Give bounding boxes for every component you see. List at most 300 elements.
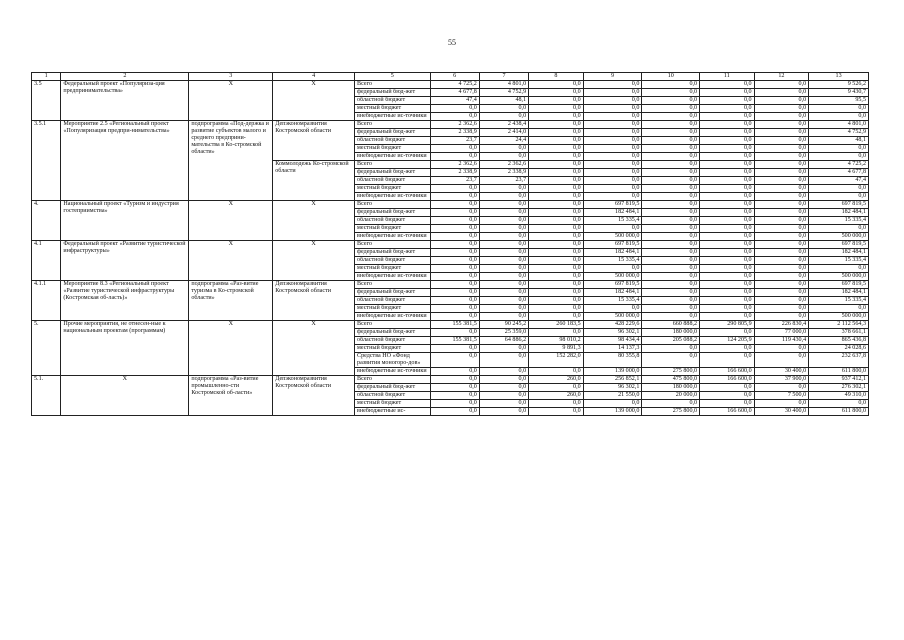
value-cell: 0,0 (583, 121, 642, 129)
value-cell: 0,0 (809, 185, 869, 193)
value-cell: 0,0 (529, 121, 584, 129)
value-cell: 7 500,0 (754, 392, 809, 400)
value-cell: 0,0 (642, 289, 700, 297)
value-cell: 0,0 (700, 153, 755, 161)
measure-name: Мероприятие 2.5 «Региональный проект «Популяризация предпри-нимательства» (61, 121, 189, 201)
funding-source: областной бюджет (355, 177, 431, 185)
value-cell: 0,0 (529, 201, 584, 209)
value-cell: 0,0 (430, 105, 479, 113)
page-number: 55 (448, 38, 456, 47)
value-cell: 0,0 (479, 209, 528, 217)
subprogram: подпрограмма «Раз-витие промышленно-сти Костромской об-ласти» (189, 376, 273, 416)
value-cell: 0,0 (642, 89, 700, 97)
value-cell: 182 484,1 (809, 209, 869, 217)
value-cell: 0,0 (754, 137, 809, 145)
value-cell: 96 302,1 (583, 384, 642, 392)
funding-source: внебюджетные ис- (355, 408, 431, 416)
value-cell: 47,4 (430, 97, 479, 105)
value-cell: 0,0 (479, 201, 528, 209)
value-cell: 275 800,0 (642, 408, 700, 416)
value-cell: 0,0 (700, 97, 755, 105)
table-row (32, 81, 869, 89)
measure-name: Прочие мероприятия, не отнесен-ные к национальным проектам (программам) (61, 321, 189, 376)
value-cell: 428 229,6 (583, 321, 642, 329)
funding-source: областной бюджет (355, 257, 431, 265)
value-cell: 0,0 (700, 145, 755, 153)
value-cell: 0,0 (754, 273, 809, 281)
value-cell: 124 205,9 (700, 337, 755, 345)
value-cell: 0,0 (700, 297, 755, 305)
value-cell: 0,0 (700, 257, 755, 265)
value-cell: 98 010,2 (529, 337, 584, 345)
funding-source: Всего (355, 201, 431, 209)
header-cell: 1 (32, 73, 61, 81)
value-cell: 24,4 (479, 137, 528, 145)
value-cell: 0,0 (430, 345, 479, 353)
value-cell: 0,0 (754, 289, 809, 297)
funding-source: Всего (355, 281, 431, 289)
value-cell: 0,0 (583, 185, 642, 193)
value-cell: 182 484,1 (583, 209, 642, 217)
value-cell: 0,0 (529, 81, 584, 89)
value-cell: 937 412,1 (809, 376, 869, 384)
value-cell: 0,0 (700, 305, 755, 313)
table-row (32, 321, 869, 329)
value-cell: 0,0 (479, 345, 528, 353)
value-cell: 77 000,0 (754, 329, 809, 337)
value-cell: 0,0 (529, 97, 584, 105)
value-cell: 0,0 (642, 193, 700, 201)
value-cell: 500 000,0 (583, 313, 642, 321)
subprogram: подпрограмма «Раз-витие туризма в Ко-стромской области» (189, 281, 273, 321)
value-cell: 0,0 (642, 225, 700, 233)
value-cell: 155 381,5 (430, 321, 479, 329)
funding-source: федеральный бюд-жет (355, 89, 431, 97)
value-cell: 697 819,5 (809, 201, 869, 209)
value-cell: 2 362,6 (430, 161, 479, 169)
value-cell: 290 805,9 (700, 321, 755, 329)
value-cell: 0,0 (529, 400, 584, 408)
value-cell: 0,0 (479, 305, 528, 313)
value-cell: 0,0 (642, 129, 700, 137)
value-cell: 139 000,0 (583, 368, 642, 376)
value-cell: 697 819,5 (809, 241, 869, 249)
value-cell: 0,0 (430, 305, 479, 313)
value-cell: 0,0 (700, 113, 755, 121)
value-cell: 0,0 (700, 121, 755, 129)
measure-name: X (61, 376, 189, 416)
header-cell: 6 (430, 73, 479, 81)
value-cell: 0,0 (479, 233, 528, 241)
value-cell: 0,0 (479, 281, 528, 289)
value-cell: 0,0 (479, 105, 528, 113)
value-cell: 15 335,4 (809, 297, 869, 305)
measure-name: Федеральный проект «Развитие туристической инфраструктуры» (61, 241, 189, 281)
value-cell: 155 381,5 (430, 337, 479, 345)
value-cell: 0,0 (430, 297, 479, 305)
value-cell: 0,0 (430, 400, 479, 408)
value-cell: 0,0 (583, 137, 642, 145)
value-cell: 2 338,9 (430, 169, 479, 177)
value-cell: 0,0 (754, 153, 809, 161)
value-cell: 0,0 (642, 249, 700, 257)
value-cell: 0,0 (754, 169, 809, 177)
value-cell: 0,0 (479, 376, 528, 384)
value-cell: 0,0 (642, 353, 700, 368)
value-cell: 9 430,7 (809, 89, 869, 97)
measure-name: Федеральный проект «Популяриза-ция предпринимательства» (61, 81, 189, 121)
value-cell: 0,0 (430, 281, 479, 289)
value-cell: 0,0 (529, 161, 584, 169)
value-cell: 4 677,8 (809, 169, 869, 177)
value-cell: 0,0 (754, 257, 809, 265)
value-cell: 0,0 (583, 193, 642, 201)
funding-source: внебюджетные ис-точники (355, 113, 431, 121)
value-cell: 47,4 (809, 177, 869, 185)
value-cell: 205 088,2 (642, 337, 700, 345)
funding-source: Всего (355, 321, 431, 329)
value-cell: 0,0 (529, 305, 584, 313)
funding-source: федеральный бюд-жет (355, 289, 431, 297)
value-cell: 15 335,4 (809, 217, 869, 225)
value-cell: 0,0 (430, 265, 479, 273)
funding-source: местный бюджет (355, 145, 431, 153)
value-cell: 0,0 (642, 169, 700, 177)
header-cell: 13 (809, 73, 869, 81)
value-cell: 0,0 (529, 129, 584, 137)
value-cell: 80 355,8 (583, 353, 642, 368)
value-cell: 4 801,0 (809, 121, 869, 129)
value-cell: 0,0 (642, 345, 700, 353)
funding-source: местный бюджет (355, 400, 431, 408)
funding-source: местный бюджет (355, 225, 431, 233)
value-cell: 0,0 (583, 105, 642, 113)
value-cell: 0,0 (479, 313, 528, 321)
value-cell: 0,0 (430, 201, 479, 209)
header-cell: 12 (754, 73, 809, 81)
value-cell: 30 400,0 (754, 368, 809, 376)
value-cell: 0,0 (754, 129, 809, 137)
table-row (32, 201, 869, 209)
funding-source: Средства НО «Фонд развития моногоро-дов» (355, 353, 431, 368)
value-cell: 0,0 (754, 105, 809, 113)
value-cell: 0,0 (700, 217, 755, 225)
value-cell: 0,0 (583, 89, 642, 97)
value-cell: 0,0 (642, 217, 700, 225)
value-cell: 0,0 (700, 209, 755, 217)
value-cell: 0,0 (754, 81, 809, 89)
funding-source: внебюджетные ис-точники (355, 233, 431, 241)
executor: X (273, 241, 355, 281)
value-cell: 0,0 (529, 193, 584, 201)
value-cell: 0,0 (479, 217, 528, 225)
funding-source: внебюджетные ис-точники (355, 193, 431, 201)
header-cell: 7 (479, 73, 528, 81)
value-cell: 0,0 (430, 241, 479, 249)
value-cell: 15 335,4 (583, 217, 642, 225)
value-cell: 2 414,0 (479, 129, 528, 137)
value-cell: 0,0 (529, 297, 584, 305)
table-row (32, 241, 869, 249)
value-cell: 0,0 (583, 225, 642, 233)
value-cell: 0,0 (754, 89, 809, 97)
subprogram: X (189, 201, 273, 241)
value-cell: 0,0 (700, 105, 755, 113)
value-cell: 0,0 (479, 185, 528, 193)
funding-source: внебюджетные ис-точники (355, 313, 431, 321)
value-cell: 0,0 (754, 265, 809, 273)
value-cell: 0,0 (700, 281, 755, 289)
value-cell: 260 183,5 (529, 321, 584, 329)
value-cell: 611 800,0 (809, 408, 869, 416)
value-cell: 152 282,0 (529, 353, 584, 368)
value-cell: 2 112 564,3 (809, 321, 869, 329)
value-cell: 0,0 (529, 153, 584, 161)
row-number: 5. (32, 321, 61, 376)
value-cell: 500 000,0 (809, 233, 869, 241)
funding-source: областной бюджет (355, 97, 431, 105)
value-cell: 0,0 (430, 368, 479, 376)
value-cell: 9 526,2 (809, 81, 869, 89)
funding-source: местный бюджет (355, 185, 431, 193)
header-cell: 9 (583, 73, 642, 81)
value-cell: 0,0 (700, 81, 755, 89)
value-cell: 48,1 (479, 97, 528, 105)
value-cell: 0,0 (479, 408, 528, 416)
header-cell: 3 (189, 73, 273, 81)
value-cell: 2 338,9 (479, 169, 528, 177)
value-cell: 0,0 (642, 209, 700, 217)
funding-table (31, 72, 869, 416)
value-cell: 0,0 (700, 129, 755, 137)
value-cell: 0,0 (754, 185, 809, 193)
value-cell: 0,0 (529, 241, 584, 249)
value-cell: 0,0 (642, 145, 700, 153)
value-cell: 0,0 (642, 305, 700, 313)
value-cell: 275 800,0 (642, 368, 700, 376)
value-cell: 48,1 (809, 137, 869, 145)
value-cell: 4 752,9 (479, 89, 528, 97)
table-row (32, 281, 869, 289)
value-cell: 0,0 (642, 281, 700, 289)
value-cell: 0,0 (529, 257, 584, 265)
value-cell: 15 335,4 (809, 257, 869, 265)
value-cell: 64 886,2 (479, 337, 528, 345)
value-cell: 0,0 (754, 209, 809, 217)
value-cell: 276 302,1 (809, 384, 869, 392)
row-number: 4.1.1 (32, 281, 61, 321)
value-cell: 0,0 (642, 121, 700, 129)
value-cell: 0,0 (809, 193, 869, 201)
value-cell: 15 335,4 (583, 257, 642, 265)
value-cell: 0,0 (700, 345, 755, 353)
value-cell: 0,0 (700, 225, 755, 233)
value-cell: 4 801,0 (479, 81, 528, 89)
value-cell: 0,0 (700, 193, 755, 201)
header-cell: 5 (355, 73, 431, 81)
value-cell: 2 338,9 (430, 129, 479, 137)
value-cell: 0,0 (809, 400, 869, 408)
value-cell: 4 752,9 (809, 129, 869, 137)
value-cell: 0,0 (754, 225, 809, 233)
value-cell: 0,0 (529, 105, 584, 113)
value-cell: 0,0 (583, 145, 642, 153)
value-cell: 0,0 (529, 289, 584, 297)
executor: Депэкономразвития Костромской области (273, 121, 355, 161)
value-cell: 0,0 (529, 113, 584, 121)
value-cell: 166 600,0 (700, 408, 755, 416)
value-cell: 0,0 (754, 121, 809, 129)
value-cell: 0,0 (700, 241, 755, 249)
value-cell: 182 484,1 (809, 289, 869, 297)
value-cell: 0,0 (430, 353, 479, 368)
value-cell: 697 819,5 (583, 281, 642, 289)
value-cell: 0,0 (430, 185, 479, 193)
value-cell: 98 434,4 (583, 337, 642, 345)
value-cell: 0,0 (479, 225, 528, 233)
funding-source: областной бюджет (355, 297, 431, 305)
value-cell: 0,0 (529, 89, 584, 97)
value-cell: 139 000,0 (583, 408, 642, 416)
value-cell: 0,0 (529, 384, 584, 392)
value-cell: 0,0 (583, 97, 642, 105)
value-cell: 660 888,2 (642, 321, 700, 329)
value-cell: 0,0 (642, 297, 700, 305)
value-cell: 500 000,0 (809, 273, 869, 281)
value-cell: 180 000,0 (642, 384, 700, 392)
value-cell: 0,0 (754, 305, 809, 313)
value-cell: 0,0 (642, 153, 700, 161)
header-cell: 2 (61, 73, 189, 81)
funding-source: внебюджетные ис-точники (355, 368, 431, 376)
value-cell: 0,0 (479, 392, 528, 400)
funding-source: внебюджетные ис-точники (355, 153, 431, 161)
value-cell: 0,0 (642, 201, 700, 209)
value-cell: 0,0 (583, 265, 642, 273)
value-cell: 23,7 (479, 177, 528, 185)
row-number: 3.5.1 (32, 121, 61, 201)
value-cell: 2 438,4 (479, 121, 528, 129)
row-number: 5.1. (32, 376, 61, 416)
value-cell: 0,0 (430, 217, 479, 225)
value-cell: 0,0 (583, 153, 642, 161)
value-cell: 0,0 (809, 153, 869, 161)
funding-source: местный бюджет (355, 265, 431, 273)
value-cell: 182 484,1 (583, 249, 642, 257)
value-cell: 0,0 (430, 225, 479, 233)
value-cell: 0,0 (754, 217, 809, 225)
value-cell: 500 000,0 (809, 313, 869, 321)
header-cell: 11 (700, 73, 755, 81)
value-cell: 0,0 (809, 113, 869, 121)
value-cell: 0,0 (642, 81, 700, 89)
value-cell: 0,0 (529, 169, 584, 177)
value-cell: 0,0 (583, 305, 642, 313)
value-cell: 0,0 (642, 97, 700, 105)
value-cell: 0,0 (529, 177, 584, 185)
value-cell: 0,0 (529, 281, 584, 289)
value-cell: 0,0 (700, 400, 755, 408)
funding-source: Всего (355, 161, 431, 169)
value-cell: 0,0 (529, 313, 584, 321)
value-cell: 0,0 (700, 353, 755, 368)
value-cell: 611 800,0 (809, 368, 869, 376)
value-cell: 0,0 (700, 177, 755, 185)
value-cell: 0,0 (583, 400, 642, 408)
value-cell: 0,0 (809, 145, 869, 153)
value-cell: 0,0 (754, 145, 809, 153)
value-cell: 182 484,1 (809, 249, 869, 257)
value-cell: 0,0 (700, 169, 755, 177)
value-cell: 260,0 (529, 392, 584, 400)
funding-source: местный бюджет (355, 105, 431, 113)
executor: Депэкономразвития Костромской области (273, 281, 355, 321)
value-cell: 0,0 (642, 161, 700, 169)
value-cell: 0,0 (809, 225, 869, 233)
value-cell: 0,0 (700, 89, 755, 97)
header-row (32, 73, 869, 81)
value-cell: 0,0 (583, 161, 642, 169)
value-cell: 475 800,0 (642, 376, 700, 384)
value-cell: 0,0 (700, 233, 755, 241)
funding-source: местный бюджет (355, 305, 431, 313)
value-cell: 23,7 (430, 177, 479, 185)
value-cell: 14 137,3 (583, 345, 642, 353)
value-cell: 0,0 (754, 241, 809, 249)
value-cell: 20 000,0 (642, 392, 700, 400)
value-cell: 9 891,3 (529, 345, 584, 353)
value-cell: 0,0 (479, 368, 528, 376)
row-number: 4.1 (32, 241, 61, 281)
value-cell: 0,0 (430, 209, 479, 217)
subprogram: X (189, 241, 273, 281)
value-cell: 500 000,0 (583, 273, 642, 281)
value-cell: 0,0 (809, 265, 869, 273)
value-cell: 0,0 (430, 113, 479, 121)
value-cell: 0,0 (700, 329, 755, 337)
value-cell: 0,0 (430, 233, 479, 241)
value-cell: 0,0 (430, 153, 479, 161)
value-cell: 0,0 (700, 137, 755, 145)
value-cell: 0,0 (430, 193, 479, 201)
value-cell: 0,0 (479, 265, 528, 273)
funding-source: местный бюджет (355, 345, 431, 353)
value-cell: 0,0 (642, 400, 700, 408)
value-cell: 0,0 (642, 313, 700, 321)
measure-name: Мероприятие 8.3 «Региональный проект «Развитие туристической инфраструктуры (Костромская об-ласть)» (61, 281, 189, 321)
value-cell: 0,0 (529, 209, 584, 217)
table-row (32, 376, 869, 384)
value-cell: 0,0 (642, 177, 700, 185)
value-cell: 0,0 (642, 185, 700, 193)
value-cell: 0,0 (529, 145, 584, 153)
value-cell: 0,0 (754, 400, 809, 408)
funding-source: областной бюджет (355, 217, 431, 225)
funding-source: федеральный бюд-жет (355, 169, 431, 177)
value-cell: 0,0 (529, 273, 584, 281)
value-cell: 0,0 (529, 249, 584, 257)
value-cell: 0,0 (529, 265, 584, 273)
value-cell: 182 484,1 (583, 289, 642, 297)
value-cell: 0,0 (642, 265, 700, 273)
row-number: 3.5 (32, 81, 61, 121)
value-cell: 0,0 (754, 113, 809, 121)
value-cell: 4 725,2 (809, 161, 869, 169)
value-cell: 697 819,5 (809, 281, 869, 289)
value-cell: 96 302,1 (583, 329, 642, 337)
value-cell: 0,0 (430, 249, 479, 257)
value-cell: 0,0 (754, 233, 809, 241)
